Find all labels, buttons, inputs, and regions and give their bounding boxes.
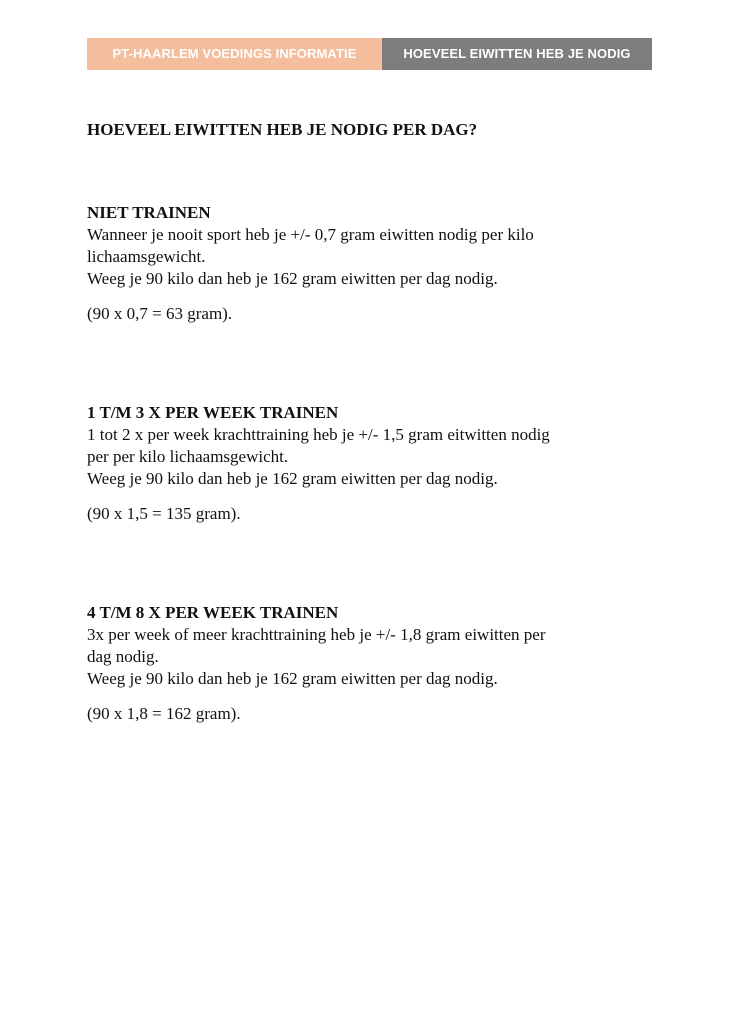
- section-4-8-x-trainen: [87, 602, 647, 725]
- section-intro-line: per per kilo lichaamsgewicht.: [87, 447, 289, 466]
- section-niet-trainen: [87, 202, 647, 325]
- document-header-bar: [87, 38, 652, 70]
- section-intro-line: lichaamsgewicht.: [87, 247, 206, 266]
- section-1-3-x-trainen: [87, 402, 647, 525]
- page-title: HOEVEEL EIWITTEN HEB JE NODIG PER DAG?: [87, 120, 478, 139]
- section-intro-line: 1 tot 2 x per week krachttraining heb je +/- 1,5 gram eitwitten nodig: [87, 425, 550, 444]
- section-calculation: (90 x 1,5 = 135 gram).: [87, 504, 241, 523]
- section-intro-line: 3x per week of meer krachttraining heb je +/- 1,8 gram eiwitten per: [87, 625, 546, 644]
- section-example: Weeg je 90 kilo dan heb je 162 gram eiwitten per dag nodig.: [87, 269, 498, 288]
- section-example: Weeg je 90 kilo dan heb je 162 gram eiwitten per dag nodig.: [87, 669, 498, 688]
- header-brand-label: PT-HAARLEM VOEDINGS INFORMATIE: [87, 38, 382, 70]
- section-intro-line: Wanneer je nooit sport heb je +/- 0,7 gram eiwitten nodig per kilo: [87, 225, 534, 244]
- section-heading: NIET TRAINEN: [87, 203, 211, 222]
- section-heading: 1 T/M 3 X PER WEEK TRAINEN: [87, 403, 339, 422]
- section-calculation: (90 x 1,8 = 162 gram).: [87, 704, 241, 723]
- section-intro-line: dag nodig.: [87, 647, 159, 666]
- section-example: Weeg je 90 kilo dan heb je 162 gram eiwitten per dag nodig.: [87, 469, 498, 488]
- header-topic-label: HOEVEEL EIWITTEN HEB JE NODIG: [382, 38, 652, 70]
- section-calculation: (90 x 0,7 = 63 gram).: [87, 304, 233, 323]
- section-heading: 4 T/M 8 X PER WEEK TRAINEN: [87, 603, 339, 622]
